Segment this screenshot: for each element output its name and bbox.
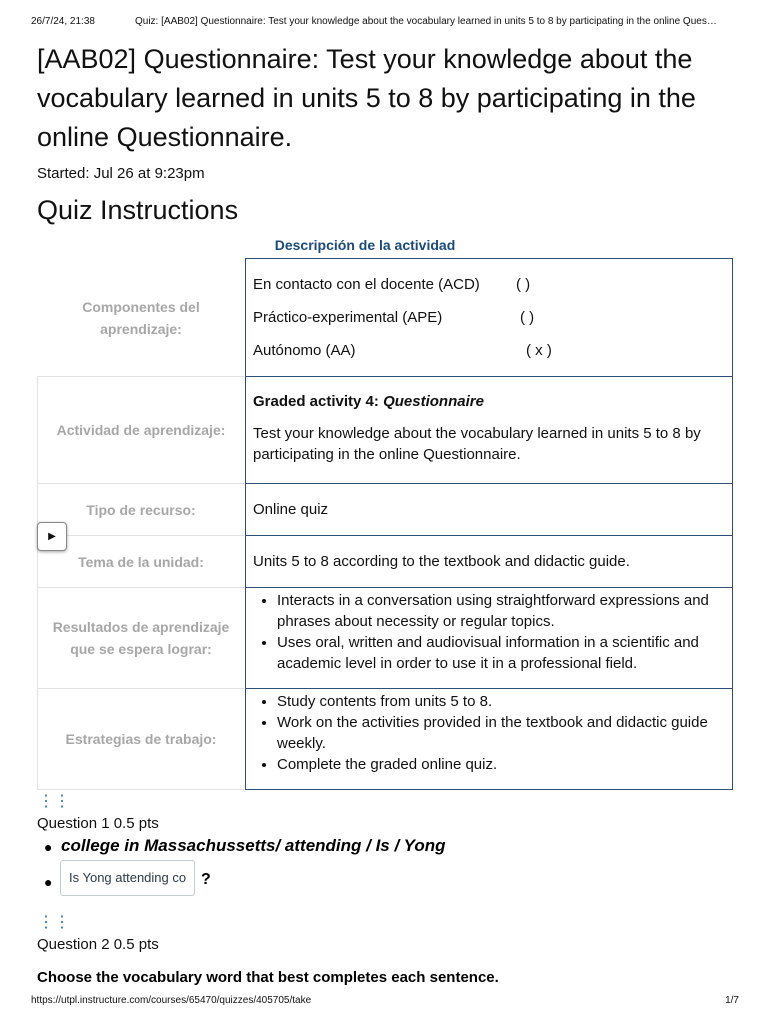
print-footer (31, 995, 739, 1006)
list-item: • Complete the graded online quiz. (277, 754, 732, 775)
question-1-answer-input[interactable]: Is Yong attending co (60, 860, 195, 896)
work-strategies-label: Estrategias de trabajo: (37, 688, 244, 790)
resource-type-label: Tipo de recurso: (37, 483, 244, 536)
question-2-instruction: Choose the vocabulary word that best completes each sentence. (37, 969, 499, 986)
learning-activity-row (37, 376, 733, 484)
work-strategies-cell (245, 688, 733, 790)
graded-activity-title: Graded activity 4: Questionnaire (253, 393, 484, 410)
resource-type-cell (245, 483, 733, 536)
component-acd: En contacto con el docente (ACD) (253, 276, 480, 293)
expected-results-list (253, 590, 732, 674)
expected-results-row (37, 587, 733, 689)
activity-table-caption: Descripción de la actividad (274, 237, 456, 253)
component-ape: Práctico-experimental (APE) (253, 309, 443, 326)
component-aa-mark: ( x ) (526, 342, 552, 359)
print-page-title: Quiz: [AAB02] Questionnaire: Test your knowledge about the vocabulary learned in units 5 to 8 by participating in the online Ques… (135, 16, 717, 27)
page-number: 1/7 (725, 995, 739, 1006)
quiz-instructions-heading: Quiz Instructions (37, 195, 239, 225)
print-header (31, 16, 741, 27)
learning-activity-cell (245, 376, 733, 484)
expected-results-cell (245, 587, 733, 689)
components-label: Componentes del aprendizaje: (82, 298, 200, 337)
components-cell (245, 258, 733, 377)
components-row (37, 258, 733, 377)
print-url[interactable]: https://utpl.instructure.com/courses/65470/quizzes/405705/take (31, 995, 312, 1006)
unit-topic-value: Units 5 to 8 according to the textbook and didactic guide. (253, 552, 630, 570)
quiz-title: [AAB02] Questionnaire: Test your knowledge about the vocabulary learned in units 5 to 8 by participating in the online Questionnaire. (37, 44, 696, 152)
drag-handle-icon[interactable]: ⋮⋮ (38, 793, 70, 810)
component-ape-mark: ( ) (520, 309, 535, 326)
play-triangle-icon: ▶ (48, 531, 56, 542)
learning-activity-label: Actividad de aprendizaje: (37, 376, 244, 484)
sidebar-toggle-button[interactable] (37, 522, 67, 551)
question-1-suffix: ? (201, 871, 211, 888)
component-aa: Autónomo (AA) (253, 342, 356, 359)
question-1-header: Question 1 0.5 pts (37, 815, 159, 832)
list-item: • Study contents from units 5 to 8. (277, 691, 732, 712)
list-item: • Work on the activities provided in the textbook and didactic guide weekly. (277, 712, 732, 754)
started-timestamp: Started: Jul 26 at 9:23pm (37, 165, 205, 182)
unit-topic-row (37, 535, 733, 588)
resource-type-value: Online quiz (253, 500, 329, 518)
list-item: • Uses oral, written and audiovisual information in a scientific and academic level in order to use it in a professional field. (277, 632, 732, 674)
bullet-dot: ● (44, 839, 53, 855)
work-strategies-row (37, 688, 733, 790)
bullet-dot: ● (44, 874, 53, 890)
resource-type-row (37, 483, 733, 536)
list-item: • Interacts in a conversation using straightforward expressions and phrases about necessity or regular topics. (277, 590, 732, 632)
question-2-header: Question 2 0.5 pts (37, 936, 159, 953)
learning-activity-description: Test your knowledge about the vocabulary learned in units 5 to 8 by participating in the online Questionnaire. (253, 425, 701, 463)
work-strategies-list (253, 691, 732, 775)
print-date: 26/7/24, 21:38 (31, 16, 95, 27)
question-1-prompt: college in Massachussetts/ attending / Is / Yong (61, 836, 446, 855)
unit-topic-cell (245, 535, 733, 588)
unit-topic-label: Tema de la unidad: (37, 535, 244, 588)
drag-handle-icon[interactable]: ⋮⋮ (38, 914, 70, 931)
graded-activity-name: Questionnaire (383, 393, 484, 410)
component-acd-mark: ( ) (516, 276, 531, 293)
expected-results-label: Resultados de aprendizaje que se espera lograr: (37, 587, 244, 689)
